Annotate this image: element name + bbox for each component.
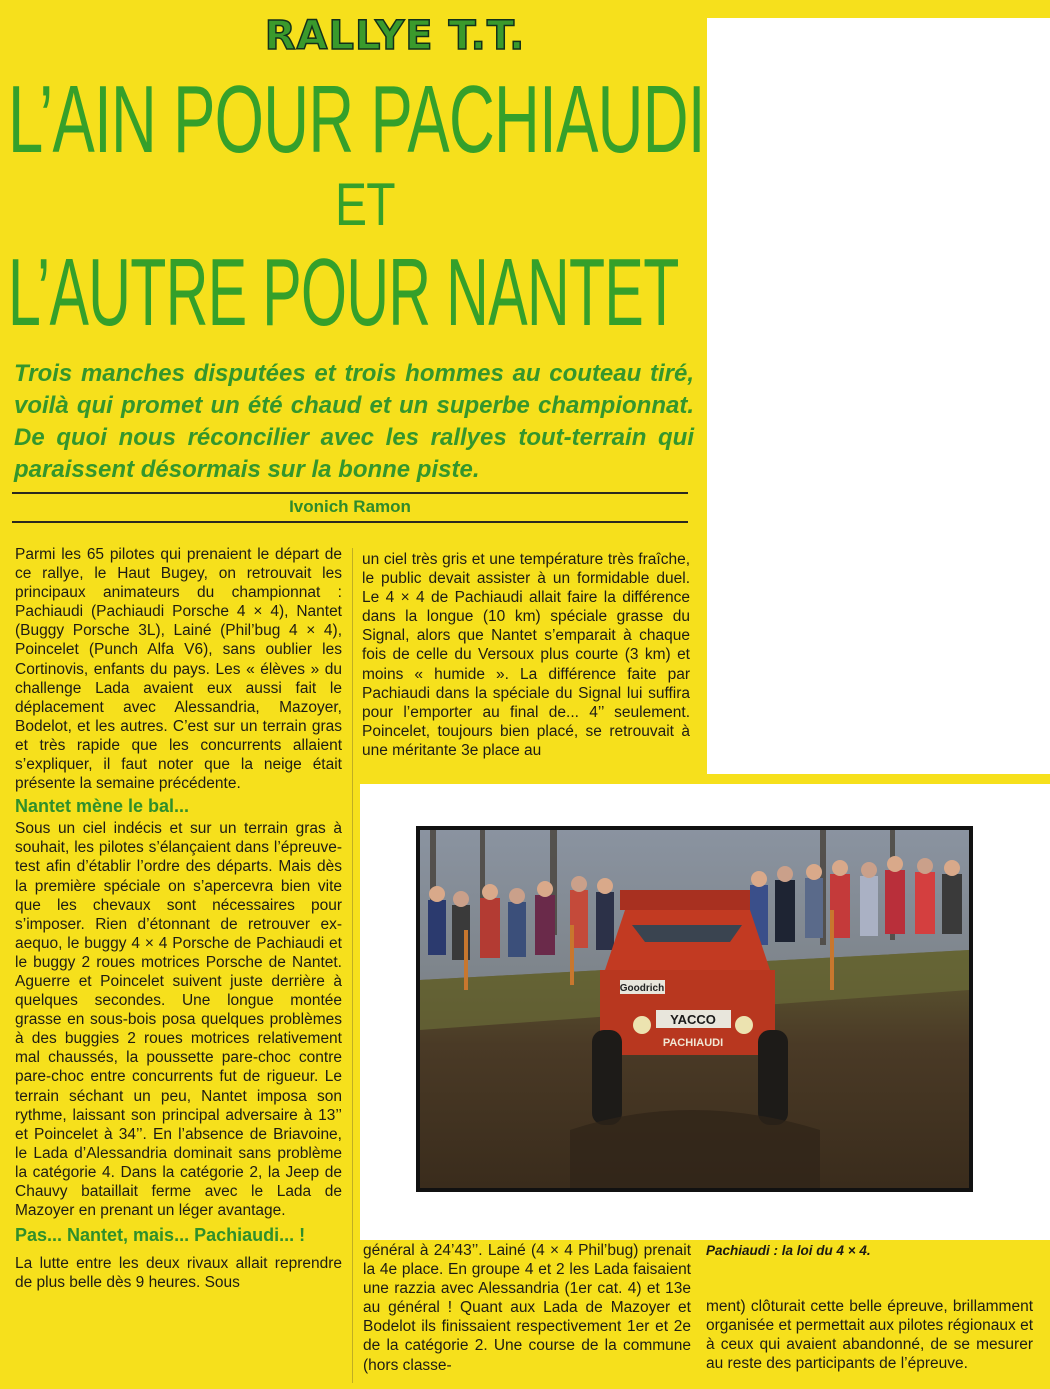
column-divider [352,548,353,1383]
sponsor-pachiaudi: PACHIAUDI [662,1037,724,1049]
headline-line-3: L’AUTRE POUR NANTET [8,239,679,346]
sponsor-goodrich: Goodrich [619,983,665,994]
paragraph: général à 24’43’’. Lainé (4 × 4 Phil’bug) prenait la 4e place. En groupe 4 et 2 les Lada faisaient une razzia avec Alessandria (1er cat. 4) et 13e au général ! Quant aux Lada de Mazoyer et Bodelot ils finissaient respectivement 1er et 2e de la catégorie 2. Une course de la commune (hors classe- [363,1242,691,1374]
blank-area [707,18,1050,774]
byline: Ivonich Ramon [289,497,411,516]
section-kicker: RALLYE T.T. [264,13,526,59]
article-column-4 [706,1297,1033,1373]
subheading: Pas... Nantet, mais... Pachiaudi... ! [15,1225,306,1246]
article-column-3 [363,1241,691,1375]
byline-rule-top [12,492,688,494]
paragraph: La lutte entre les deux rivaux allait reprendre de plus belle dès 9 heures. Sous [15,1255,342,1292]
paragraph: Sous un ciel indécis et sur un terrain gras à souhait, les pilotes s’élançaient dans l’épreuve-test afin d’établir l’ordre des départs. Mais dès la première spéciale on s’apercevra bien vite que les chevaux sont nécessaires pour s’imposer. Rien d’étonnant de retrouver ex-aequo, le buggy 4 × 4 Porsche de Pachiaudi et le buggy 2 roues motrices Porsche de Nantet. Aguerre et Poincelet suivent juste derrière à quelques secondes. Une longue montée grasse en sous-bois posa quelques problèmes à des buggies 2 roues motrices relativement mal chaussés, la poussette pare-choc contre pare-choc entre concurrents fut de rigueur. Le terrain séchant un peu, Nantet imposa son rythme, laissant son principal adversaire à 13’’ et Poincelet à 34’’. En l’absence de Briavoine, le Lada d’Alessandria dominait sans problème la catégorie 4. Dans la catégorie 2, la Jeep de Chauvy bataillait ferme avec le Lada de Mazoyer en prenant un léger avantage. [15,820,342,1220]
subheading: Nantet mène le bal... [15,796,190,817]
photo-caption: Pachiaudi : la loi du 4 × 4. [706,1243,871,1258]
rally-photo-illustration [420,830,969,1188]
rally-photo [416,826,973,1192]
headline-line-2: ET [335,171,395,238]
byline-rule-bottom [12,521,688,523]
article-column-1 [15,545,342,1292]
paragraph: Parmi les 65 pilotes qui prenaient le départ de ce rallye, le Haut Bugey, on retrouvait les principaux animateurs du championnat : Pachiaudi (Pachiaudi Porsche 4 × 4), Nantet (Buggy Porsche 3L), Lainé (Phil’bug 4 × 4), Poincelet (Punch Alfa V6), sans oublier les Cortinovis, enfants du pays. Les « élèves » du challenge Lada avaient eux aussi fait le déplacement avec Alessandria, Mazoyer, Bodelot, et les autres. C’est sur un terrain gras et très rapide que les concurrents allaient s’expliquer, il faut noter que la neige était présente la semaine précédente. [15,546,342,793]
paragraph: un ciel très gris et une température très fraîche, le public devait assister à un formidable duel. Le 4 × 4 de Pachiaudi allait faire la différence dans la longue (10 km) spéciale grasse du Signal, alors que Nantet s’emparait à chaque fois de celle du Versoux plus courte (3 km) et moins « humide ». La différence faite par Pachiaudi dans la spéciale du Signal lui suffira pour l’emporter au final de... 4’’ seulement. Poincelet, toujours bien placé, se retrouvait à une méritante 3e place au [362,551,690,759]
standfirst: Trois manches disputées et trois hommes au couteau tiré, voilà qui promet un été chaud et un superbe championnat. De quoi nous réconcilier avec les rallyes tout-terrain qui paraissent désormais sur la bonne piste. [14,360,694,483]
article-column-2 [362,550,690,760]
paragraph: ment) clôturait cette belle épreuve, brillamment organisée et permettait aux pilotes régionaux et à ceux qui avaient abandonné, de se mesurer au reste des participants de l’épreuve. [706,1298,1033,1373]
headline-line-1: L’AIN POUR PACHIAUDI [8,66,705,173]
sponsor-yacco: YACCO [670,1012,716,1027]
